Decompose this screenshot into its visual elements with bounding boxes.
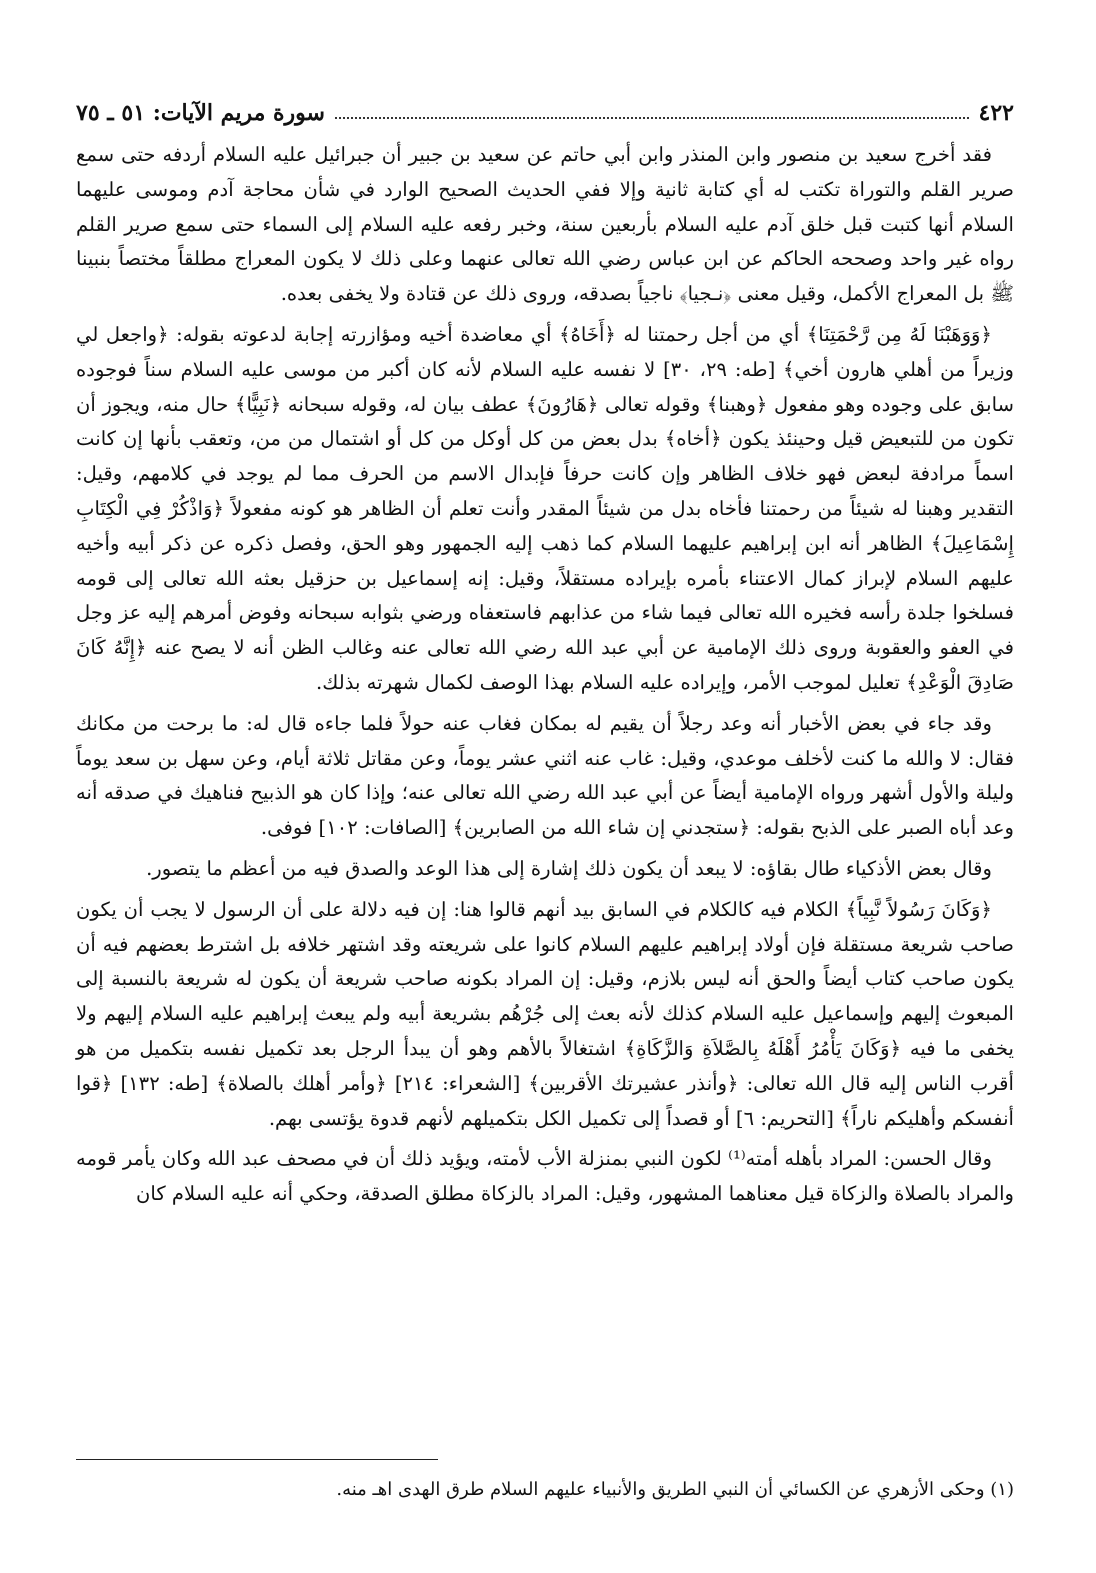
- paragraph: وقال الحسن: المراد بأهله أمته⁽¹⁾ لكون النبي بمنزلة الأب لأمته، ويؤيد ذلك أن في مصحف عبد الله وكان يأمر قومه والمراد بالصلاة والزكاة قيل معناهما المشهور، وقيل: المراد بالزكاة مطلق الصدقة، وحكي أنه عليه السلام كان: [76, 1147, 1014, 1206]
- paragraph: ﴿وَكَانَ رَسُولاً نَّبِياً﴾ الكلام فيه كالكلام في السابق بيد أنهم قالوا هنا: إن فيه دلالة على أن الرسول لا يجب أن يكون صاحب شريعة مستقلة فإن أولاد إبراهيم عليهم السلام كانوا على شريعته وقد اشتهر خلافه بل اشترط بعضهم فيه أن يكون صاحب كتاب أيضاً والحق أنه ليس بلازم، وقيل: إن المراد بكونه صاحب شريعة أن يكون له شريعة بالنسبة إلى المبعوث إليهم وإسماعيل عليه السلام كذلك لأنه بعث إلى جُرْهُم بشريعة أبيه ولم يبعث إبراهيم عليه السلام إليهم ولا يخفى ما فيه ﴿وَكَانَ يَأْمُرُ أَهْلَهُ بِالصَّلاَةِ وَالزَّكَاةِ﴾ اشتغالاً بالأهم وهو أن يبدأ الرجل بعد تكميل نفسه بتكميل من هو أقرب الناس إليه قال الله تعالى: ﴿وأنذر عشيرتك الأقربين﴾ [الشعراء: ٢١٤] ﴿وأمر أهلك بالصلاة﴾ [طه: ١٣٢] ﴿قوا أنفسكم وأهليكم ناراً﴾ [التحريم: ٦] أو قصداً إلى تكميل الكل بتكميلهم لأنهم قدوة يؤتسى بهم.: [76, 897, 1014, 1130]
- main-text: [76, 138, 1014, 1212]
- running-title: سورة مريم الآيات: ٥١ ـ ٧٥: [76, 100, 325, 126]
- header-dots: [335, 117, 969, 119]
- footnote-divider: [76, 1459, 438, 1460]
- paragraph: ﴿وَوَهَبْنَا لَهُ مِن رَّحْمَتِنَا﴾ أي من أجل رحمتنا له ﴿أَخَاهُ﴾ أي معاضدة أخيه ومؤازرته إجابة لدعوته بقوله: ﴿واجعل لي وزيراً من أهلي هارون أخي﴾ [طه: ٢٩، ٣٠] لا نفسه عليه السلام لأنه كان أكبر من موسى عليه السلام سناً فوجوده سابق على وجوده وهو مفعول ﴿وهبنا﴾ وقوله تعالى ﴿هَارُونَ﴾ عطف بيان له، وقوله سبحانه ﴿نَبِيًّا﴾ حال منه، ويجوز أن تكون من للتبعيض قيل وحينئذ يكون ﴿أخاه﴾ بدل بعض من كل أوكل من كل أو اشتمال من من، وتعقب بأنها إن كانت اسماً مرادفة لبعض فهو خلاف الظاهر وإن كانت حرفاً فإبدال الاسم من الحرف مما لم يوجد في كلامهم، وقيل: التقدير وهبنا له شيئاً من رحمتنا فأخاه بدل من شيئاً المقدر وأنت تعلم أن الظاهر هو كونه مفعولاً ﴿وَاذْكُرْ فِي الْكِتَابِ إِسْمَاعِيلَ﴾ الظاهر أنه ابن إبراهيم عليهما السلام كما ذهب إليه الجمهور وهو الحق، وفصل ذكره عن ذكر أبيه وأخيه عليهم السلام لإبراز كمال الاعتناء بأمره بإيراده مستقلاً، وقيل: إنه إسماعيل بن حزقيل بعثه الله تعالى إلى قومه فسلخوا جلدة رأسه فخيره الله تعالى فيما شاء من عذابهم فاستعفاه ورضي بثوابه سبحانه وفوض أمرهم إليه عز وجل في العفو والعقوبة وروى ذلك الإمامية عن أبي عبد الله رضي الله تعالى عنه وغالب الظن أنه لا يصح عنه ﴿إِنَّهُ كَانَ صَادِقَ الْوَعْدِ﴾ تعليل لموجب الأمر، وإيراده عليه السلام بهذا الوصف لكمال شهرته بذلك.: [76, 322, 1014, 694]
- paragraph: وقال بعض الأذكياء طال بقاؤه: لا يبعد أن يكون ذلك إشارة إلى هذا الوعد والصدق فيه من أعظم ما يتصور.: [146, 856, 992, 880]
- paragraph: وقد جاء في بعض الأخبار أنه وعد رجلاً أن يقيم له بمكان فغاب عنه حولاً فلما جاءه قال له: ما برحت من مكانك فقال: لا والله ما كنت لأخلف موعدي، وقيل: غاب عنه اثني عشر يوماً، وعن مقاتل ثلاثة أيام، وعن سهل بن سعد يوماً وليلة والأول أشهر ورواه الإمامية أيضاً عن أبي عبد الله رضي الله تعالى عنه؛ وإذا كان هو الذبيح فناهيك في صدقه أنه وعد أباه الصبر على الذبح بقوله: ﴿ستجدني إن شاء الله من الصابرين﴾ [الصافات: ١٠٢] فوفى.: [76, 711, 1014, 840]
- page-header: [76, 92, 1014, 126]
- page-number: ٤٢٢: [978, 100, 1014, 126]
- paragraph: فقد أخرج سعيد بن منصور وابن المنذر وابن أبي حاتم عن سعيد بن جبير أن جبرائيل عليه السلام أردفه حتى سمع صرير القلم والتوراة تكتب له أي كتابة ثانية وإلا ففي الحديث الصحيح الوارد في شأن محاجة آدم وموسى عليهما السلام أنها كتبت قبل خلق آدم عليه السلام بأربعين سنة، وخبر رفعه عليه السلام إلى السماء حتى سمع صرير القلم رواه غير واحد وصححه الحاكم عن ابن عباس رضي الله تعالى عنهما وعلى ذلك لا يكون المعراج مطلقاً مختصاً بنبينا ﷺ بل المعراج الأكمل، وقيل معنى ﴿نـجيا﴾ ناجياً بصدقه، وروى ذلك عن قتادة ولا يخفى بعده.: [76, 143, 1014, 306]
- footnote: (١) وحكى الأزهري عن الكسائي أن النبي الطريق والأنبياء عليهم السلام طرق الهدى اهـ منه.: [336, 1479, 1014, 1500]
